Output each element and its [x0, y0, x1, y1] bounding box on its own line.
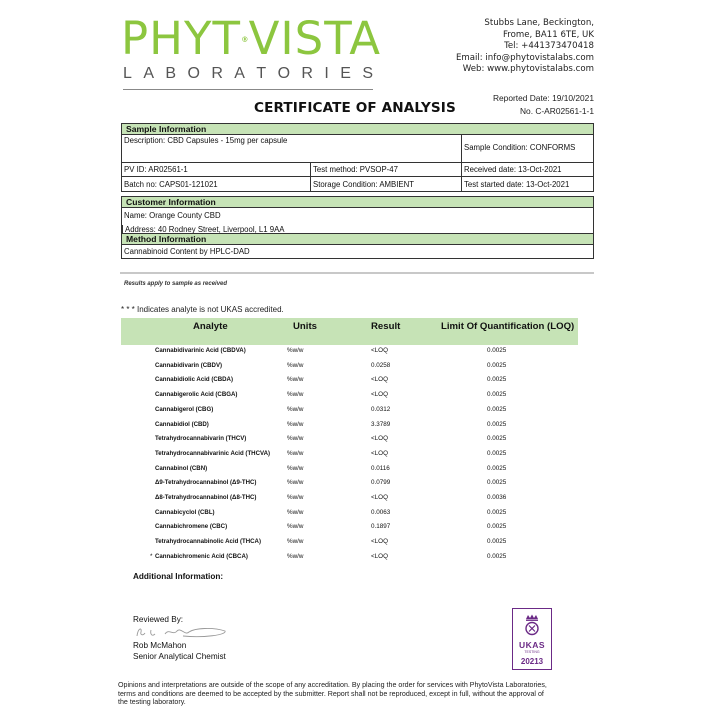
customer-info-header: Customer Information	[122, 197, 593, 208]
batch-number: Batch no: CAPS01-121021	[124, 180, 218, 189]
result-value: 0.0799	[371, 479, 391, 487]
logo-letter: A	[143, 65, 154, 82]
analyte-name: Cannabichromenic Acid (CBCA)	[155, 552, 248, 560]
table-row	[121, 447, 578, 461]
logo-letter: S	[362, 65, 373, 82]
sample-row-batch	[122, 177, 593, 192]
logo-letter: R	[211, 65, 223, 82]
result-value: 0.0312	[371, 405, 391, 413]
logo-wordmark	[121, 14, 381, 64]
result-value: <LOQ	[371, 449, 388, 457]
logo-letter: T	[256, 65, 267, 82]
analyte-name: Cannabidiol (CBD)	[155, 420, 209, 428]
result-value: <LOQ	[371, 435, 388, 443]
units: %w/w	[287, 479, 304, 487]
loq-value: 0.0025	[487, 508, 507, 516]
units: %w/w	[287, 449, 304, 457]
units: %w/w	[287, 405, 304, 413]
loq-value: 0.0036	[487, 494, 507, 501]
test-started-date: Test started date: 13-Oct-2021	[461, 177, 593, 191]
loq-value: 0.0025	[487, 376, 507, 384]
units: %w/w	[287, 508, 304, 516]
loq-value: 0.0025	[487, 435, 507, 443]
analyte-name: Cannabigerolic Acid (CBGA)	[155, 391, 238, 399]
ukas-name: UKAS	[518, 640, 546, 650]
table-row	[121, 491, 578, 505]
ukas-accreditation-note: * * * Indicates analyte is not UKAS accredited.	[121, 305, 284, 314]
method-info-table	[121, 233, 594, 259]
col-header-loq: Limit Of Quantification (LOQ)	[441, 321, 575, 332]
address-tel: Tel: +441373470418	[504, 41, 594, 52]
storage-condition: Storage Condition: AMBIENT	[310, 177, 461, 191]
logo-letter: L	[123, 65, 132, 82]
units: %w/w	[287, 376, 304, 384]
method-row	[122, 245, 593, 259]
logo-letter: A	[234, 65, 245, 82]
analyte-name: Cannabidiolic Acid (CBDA)	[155, 376, 233, 384]
units: %w/w	[287, 494, 304, 501]
sample-description: Description: CBD Capsules - 15mg per capsule	[124, 136, 288, 145]
analyte-name: Tetrahydrocannabivarinic Acid (THCVA)	[155, 449, 271, 457]
analyte-name: Cannabichromene (CBC)	[155, 523, 228, 531]
customer-address: Address: 40 Rodney Street, Liverpool, L1 9AA	[122, 225, 593, 234]
ukas-number: 20213	[520, 657, 544, 666]
result-value: 0.1897	[371, 523, 391, 531]
signature-image	[133, 624, 229, 640]
loq-value: 0.0025	[487, 361, 507, 369]
customer-name: Name: Orange County CBD	[124, 210, 221, 220]
table-row	[121, 520, 578, 534]
loq-value: 0.0025	[487, 391, 507, 399]
loq-value: 0.0025	[487, 523, 507, 531]
address-line-2: Frome, BA11 6TE, UK	[502, 29, 594, 40]
units: %w/w	[287, 347, 304, 354]
analyte-name: Δ9-Tetrahydrocannabinol (Δ9-THC)	[155, 479, 257, 487]
address-line-1: Stubbs Lane, Beckington,	[484, 18, 594, 28]
analyte-name: Cannabinol (CBN)	[155, 464, 208, 472]
table-row	[121, 418, 578, 432]
sample-info-table	[121, 123, 594, 192]
result-value: <LOQ	[371, 376, 388, 384]
table-row	[121, 550, 578, 564]
units: %w/w	[287, 538, 304, 546]
ukas-accreditation-badge	[512, 608, 552, 670]
logo-text-part-2: VISTA	[248, 12, 381, 65]
table-row	[121, 403, 578, 417]
section-divider	[120, 272, 594, 274]
analyte-name: Tetrahydrocannabinolic Acid (THCA)	[155, 538, 261, 546]
loq-value: 0.0025	[487, 405, 507, 413]
report-meta	[493, 92, 594, 117]
table-row	[121, 476, 578, 490]
units: %w/w	[287, 552, 304, 560]
company-address	[456, 18, 594, 76]
result-value: <LOQ	[371, 538, 388, 546]
reviewer-role: Senior Analytical Chemist	[133, 652, 226, 661]
units: %w/w	[287, 435, 304, 443]
document-title: CERTIFICATE OF ANALYSIS	[254, 100, 456, 116]
test-method: Test method: PVSOP-47	[310, 163, 461, 176]
table-row	[121, 535, 578, 549]
results-apply-note: Results apply to sample as received	[124, 281, 228, 287]
reviewer-block	[133, 640, 226, 662]
analyte-name: Cannabigerol (CBG)	[155, 405, 214, 413]
analyte-name: Cannabidivarinic Acid (CBDVA)	[155, 347, 246, 354]
asterisk-mark: *	[150, 552, 153, 560]
loq-value: 0.0025	[487, 538, 507, 546]
logo-subtitle	[123, 65, 373, 83]
reviewed-by-label: Reviewed By:	[133, 615, 184, 624]
sample-condition: Sample Condition: CONFORMS	[461, 135, 593, 162]
results-table-header	[121, 318, 578, 345]
sample-row-ids	[122, 163, 593, 177]
result-value: 0.0258	[371, 361, 391, 369]
customer-info-table	[121, 196, 594, 237]
additional-information-label: Additional Information:	[133, 572, 224, 581]
legal-footer: Opinions and interpretations are outside of the scope of any accreditation. By placing the order for services with PhytoVista Laboratories, terms and conditions are deemed to be accepted by the submitter. Report shall not be reproduced, except in full, without the approval of the testing laboratory.	[118, 681, 547, 707]
analyte-name: Cannabicyclol (CBL)	[155, 508, 215, 516]
ukas-testing: TESTING	[524, 650, 540, 654]
units: %w/w	[287, 361, 304, 369]
loq-value: 0.0025	[487, 479, 507, 487]
leaf-o-icon	[242, 18, 248, 60]
logo-letter: B	[165, 65, 177, 82]
received-date: Received date: 13-Oct-2021	[461, 163, 593, 176]
analyte-name: Tetrahydrocannabivarin (THCV)	[155, 435, 247, 443]
units: %w/w	[287, 420, 304, 428]
address-web: Web: www.phytovistalabs.com	[462, 64, 594, 75]
result-value: <LOQ	[371, 347, 388, 354]
method-text: Cannabinoid Content by HPLC-DAD	[124, 247, 250, 256]
table-row	[121, 373, 578, 387]
report-number: No. C-AR02561-1-1	[519, 105, 594, 116]
loq-value: 0.0025	[487, 552, 507, 560]
reviewer-name: Rob McMahon	[133, 641, 187, 650]
loq-value: 0.0025	[487, 449, 507, 457]
sample-info-header: Sample Information	[122, 124, 593, 135]
table-row	[121, 432, 578, 446]
loq-value: 0.0025	[487, 420, 507, 428]
col-header-analyte: Analyte	[193, 321, 228, 332]
table-row	[121, 506, 578, 520]
col-header-result: Result	[371, 321, 401, 332]
result-value: <LOQ	[371, 391, 388, 399]
loq-value: 0.0025	[487, 347, 507, 354]
crown-icon	[522, 614, 542, 636]
table-row	[121, 344, 578, 358]
logo-underline	[123, 89, 373, 90]
reported-date: Reported Date: 19/10/2021	[492, 93, 594, 103]
units: %w/w	[287, 391, 304, 399]
col-header-units: Units	[293, 321, 317, 332]
units: %w/w	[287, 523, 304, 531]
result-value: <LOQ	[371, 494, 388, 501]
analyte-name: Cannabidivarin (CBDV)	[155, 361, 223, 369]
logo-text-part-1: PHYT	[121, 12, 241, 65]
logo-letter: E	[340, 65, 351, 82]
table-row	[121, 388, 578, 402]
table-row	[121, 359, 578, 373]
units: %w/w	[287, 464, 304, 472]
table-row	[121, 462, 578, 476]
company-logo	[121, 12, 381, 82]
result-value: 3.3789	[371, 420, 391, 428]
logo-letter: O	[277, 65, 291, 82]
result-value: <LOQ	[371, 552, 388, 560]
loq-value: 0.0025	[487, 464, 507, 472]
logo-letter: I	[324, 65, 329, 82]
sample-row-description	[122, 135, 593, 163]
method-info-header: Method Information	[122, 234, 593, 245]
address-email: Email: info@phytovistalabs.com	[455, 52, 594, 63]
pv-id: PV ID: AR02561-1	[124, 165, 188, 174]
logo-letter: O	[187, 65, 200, 82]
result-value: 0.0116	[371, 464, 390, 472]
result-value: 0.0063	[371, 508, 391, 516]
analyte-name: Δ8-Tetrahydrocannabinol (Δ8-THC)	[155, 494, 257, 501]
logo-letter: R	[301, 65, 313, 82]
